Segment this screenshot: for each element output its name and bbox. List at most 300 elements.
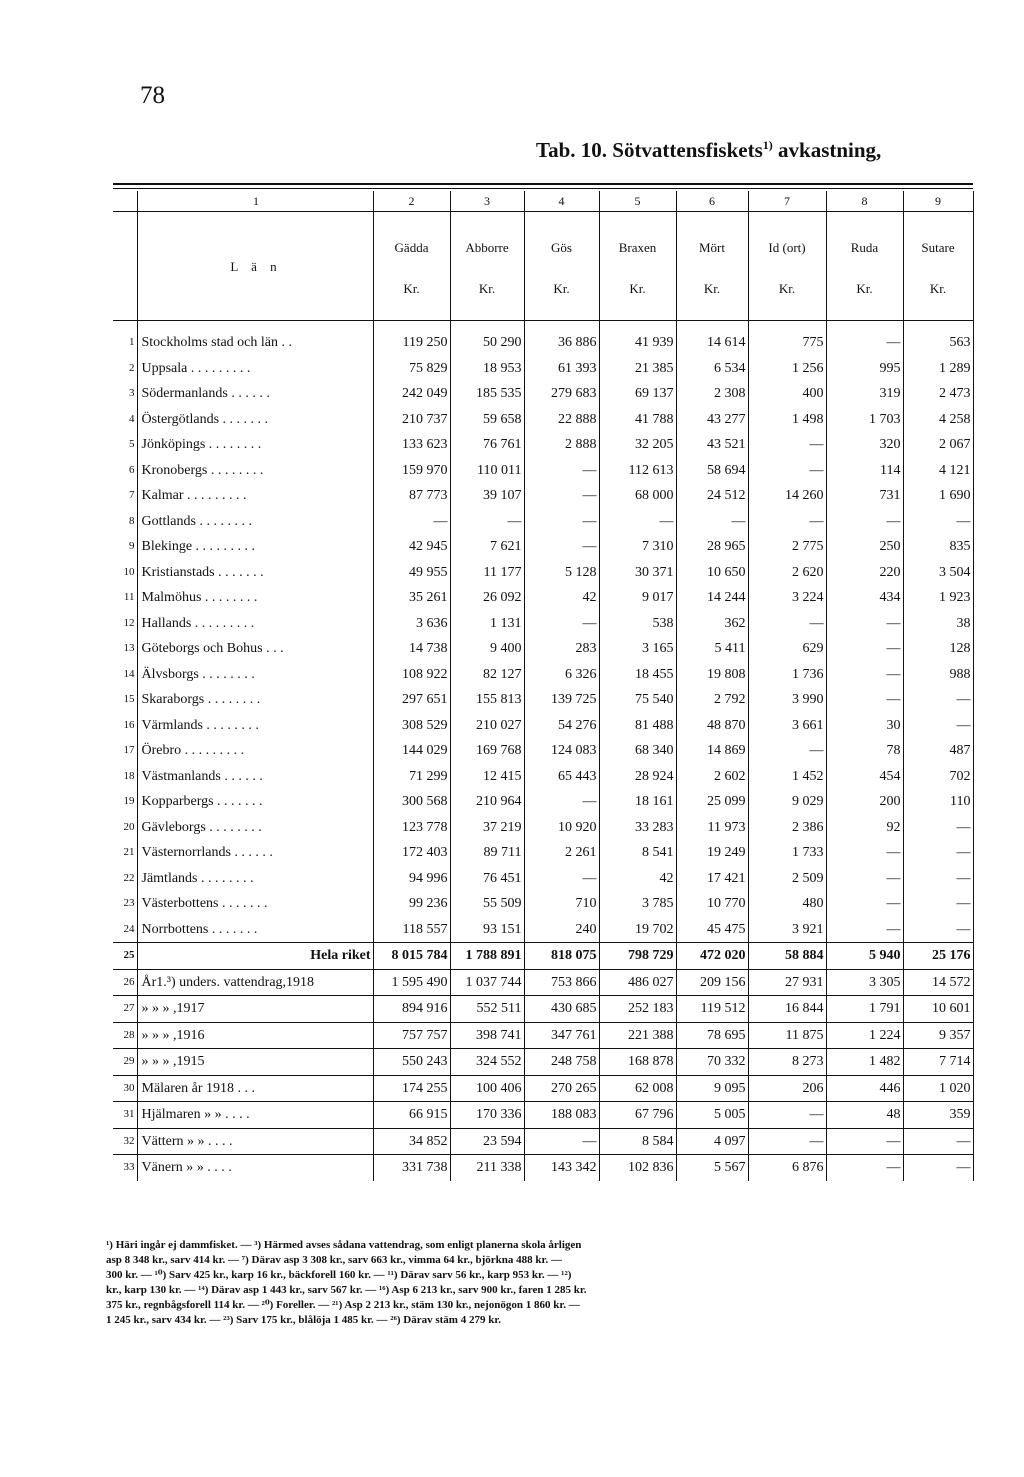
value-cell: 42 945 bbox=[373, 534, 450, 560]
value-cell: 42 bbox=[524, 585, 599, 611]
value-cell: 1 452 bbox=[748, 764, 826, 790]
value-cell: 94 996 bbox=[373, 866, 450, 892]
value-cell: 36 886 bbox=[524, 330, 599, 356]
row-label: Västernorrlands . . . . . . bbox=[137, 840, 373, 866]
value-cell: 2 509 bbox=[748, 866, 826, 892]
value-cell: 320 bbox=[826, 432, 903, 458]
value-cell: 110 011 bbox=[450, 458, 524, 484]
value-cell: 1 690 bbox=[903, 483, 973, 509]
header-unit: Kr. bbox=[553, 281, 570, 296]
table-row bbox=[113, 1075, 973, 1102]
row-label: Hallands . . . . . . . . . bbox=[137, 611, 373, 637]
value-cell: — bbox=[903, 891, 973, 917]
value-cell: — bbox=[903, 1155, 973, 1181]
value-cell: 172 403 bbox=[373, 840, 450, 866]
value-cell: 308 529 bbox=[373, 713, 450, 739]
value-cell: 1 256 bbox=[748, 356, 826, 382]
value-cell: — bbox=[903, 815, 973, 841]
header-ruda bbox=[826, 212, 903, 321]
value-cell: — bbox=[826, 636, 903, 662]
value-cell: 1 224 bbox=[826, 1022, 903, 1049]
value-cell: 1 037 744 bbox=[450, 969, 524, 996]
value-cell: 42 bbox=[599, 866, 676, 892]
value-cell: 347 761 bbox=[524, 1022, 599, 1049]
value-cell: 1 482 bbox=[826, 1049, 903, 1076]
value-cell: 1 131 bbox=[450, 611, 524, 637]
table-row bbox=[113, 330, 973, 356]
value-cell: 9 400 bbox=[450, 636, 524, 662]
value-cell: 54 276 bbox=[524, 713, 599, 739]
row-number: 27 bbox=[113, 996, 137, 1023]
value-cell: 798 729 bbox=[599, 943, 676, 970]
table-row bbox=[113, 509, 973, 535]
table-row bbox=[113, 840, 973, 866]
value-cell: 3 990 bbox=[748, 687, 826, 713]
value-cell: — bbox=[903, 840, 973, 866]
table-row bbox=[113, 866, 973, 892]
value-cell: 28 924 bbox=[599, 764, 676, 790]
value-cell: 300 568 bbox=[373, 789, 450, 815]
value-cell: 252 183 bbox=[599, 996, 676, 1023]
colnum-5: 5 bbox=[599, 191, 676, 212]
value-cell: 1 595 490 bbox=[373, 969, 450, 996]
value-cell: 7 621 bbox=[450, 534, 524, 560]
row-label: » » » ,1916 bbox=[137, 1022, 373, 1049]
value-cell: 19 808 bbox=[676, 662, 748, 688]
value-cell: 67 796 bbox=[599, 1102, 676, 1129]
value-cell: 210 964 bbox=[450, 789, 524, 815]
value-cell: 45 475 bbox=[676, 917, 748, 943]
table-row bbox=[113, 381, 973, 407]
value-cell: 21 385 bbox=[599, 356, 676, 382]
colnum-2: 2 bbox=[373, 191, 450, 212]
value-cell: — bbox=[826, 866, 903, 892]
row-label: Vättern » » . . . . bbox=[137, 1128, 373, 1155]
value-cell: 221 388 bbox=[599, 1022, 676, 1049]
header-label: Gädda bbox=[394, 240, 429, 255]
header-row bbox=[113, 212, 973, 321]
row-number: 12 bbox=[113, 611, 137, 637]
row-number: 18 bbox=[113, 764, 137, 790]
value-cell: 100 406 bbox=[450, 1075, 524, 1102]
table-row bbox=[113, 662, 973, 688]
value-cell: 14 738 bbox=[373, 636, 450, 662]
value-cell: 14 260 bbox=[748, 483, 826, 509]
value-cell: 14 572 bbox=[903, 969, 973, 996]
value-cell: 359 bbox=[903, 1102, 973, 1129]
value-cell: 124 083 bbox=[524, 738, 599, 764]
colnum-6: 6 bbox=[676, 191, 748, 212]
value-cell: 10 920 bbox=[524, 815, 599, 841]
row-number: 13 bbox=[113, 636, 137, 662]
value-cell: 1 289 bbox=[903, 356, 973, 382]
table-row bbox=[113, 560, 973, 586]
row-number: 25 bbox=[113, 943, 137, 970]
value-cell: 11 875 bbox=[748, 1022, 826, 1049]
value-cell: 70 332 bbox=[676, 1049, 748, 1076]
value-cell: 753 866 bbox=[524, 969, 599, 996]
value-cell: 114 bbox=[826, 458, 903, 484]
row-number: 4 bbox=[113, 407, 137, 433]
row-number: 3 bbox=[113, 381, 137, 407]
value-cell: 9 095 bbox=[676, 1075, 748, 1102]
value-cell: 2 602 bbox=[676, 764, 748, 790]
colnum-1: 1 bbox=[137, 191, 373, 212]
value-cell: 2 067 bbox=[903, 432, 973, 458]
colnum-3: 3 bbox=[450, 191, 524, 212]
value-cell: 159 970 bbox=[373, 458, 450, 484]
value-cell: 6 326 bbox=[524, 662, 599, 688]
colnum-blank bbox=[113, 191, 137, 212]
footnote-line: 1 245 kr., sarv 434 kr. — ²³) Sarv 175 kr., blålöja 1 485 kr. — ²⁶) Därav stäm 4 279 kr. bbox=[106, 1314, 501, 1326]
value-cell: 55 509 bbox=[450, 891, 524, 917]
row-label: Skaraborgs . . . . . . . . bbox=[137, 687, 373, 713]
colnum-8: 8 bbox=[826, 191, 903, 212]
value-cell: 188 083 bbox=[524, 1102, 599, 1129]
value-cell: 27 931 bbox=[748, 969, 826, 996]
row-label: Älvsborgs . . . . . . . . bbox=[137, 662, 373, 688]
value-cell: 1 736 bbox=[748, 662, 826, 688]
row-label: Hjälmaren » » . . . . bbox=[137, 1102, 373, 1129]
value-cell: 486 027 bbox=[599, 969, 676, 996]
table-row bbox=[113, 1155, 973, 1181]
value-cell: 99 236 bbox=[373, 891, 450, 917]
value-cell: 25 176 bbox=[903, 943, 973, 970]
value-cell: — bbox=[676, 509, 748, 535]
value-cell: 2 386 bbox=[748, 815, 826, 841]
value-cell: 362 bbox=[676, 611, 748, 637]
value-cell: 18 953 bbox=[450, 356, 524, 382]
value-cell: 552 511 bbox=[450, 996, 524, 1023]
row-number: 16 bbox=[113, 713, 137, 739]
value-cell: 41 939 bbox=[599, 330, 676, 356]
value-cell: 62 008 bbox=[599, 1075, 676, 1102]
value-cell: 398 741 bbox=[450, 1022, 524, 1049]
footnote-line: 375 kr., regnbågsforell 114 kr. — ²⁰) Foreller. — ²¹) Asp 2 213 kr., stäm 130 kr., nejonögon 1 860 kr. — bbox=[106, 1299, 580, 1311]
footnote-line: asp 8 348 kr., sarv 414 kr. — ⁷) Därav asp 3 308 kr., sarv 663 kr., vimma 64 kr., björkna 488 kr. — bbox=[106, 1254, 562, 1266]
value-cell: 10 601 bbox=[903, 996, 973, 1023]
header-id bbox=[748, 212, 826, 321]
header-label: Mört bbox=[699, 240, 725, 255]
value-cell: 17 421 bbox=[676, 866, 748, 892]
table-row bbox=[113, 432, 973, 458]
value-cell: 446 bbox=[826, 1075, 903, 1102]
value-cell: 210 027 bbox=[450, 713, 524, 739]
title-rest: avkastning, bbox=[772, 138, 882, 162]
value-cell: 1 020 bbox=[903, 1075, 973, 1102]
table-row bbox=[113, 611, 973, 637]
value-cell: 123 778 bbox=[373, 815, 450, 841]
row-number: 29 bbox=[113, 1049, 137, 1076]
header-unit: Kr. bbox=[403, 281, 420, 296]
value-cell: 1 788 891 bbox=[450, 943, 524, 970]
value-cell: 71 299 bbox=[373, 764, 450, 790]
value-cell: — bbox=[524, 866, 599, 892]
page-number: 78 bbox=[140, 82, 165, 109]
value-cell: — bbox=[748, 458, 826, 484]
value-cell: 454 bbox=[826, 764, 903, 790]
value-cell: 133 623 bbox=[373, 432, 450, 458]
value-cell: 7 310 bbox=[599, 534, 676, 560]
value-cell: 48 870 bbox=[676, 713, 748, 739]
row-label: Kronobergs . . . . . . . . bbox=[137, 458, 373, 484]
value-cell: 5 411 bbox=[676, 636, 748, 662]
value-cell: 174 255 bbox=[373, 1075, 450, 1102]
row-label: Värmlands . . . . . . . . bbox=[137, 713, 373, 739]
value-cell: 38 bbox=[903, 611, 973, 637]
value-cell: 58 884 bbox=[748, 943, 826, 970]
value-cell: 3 921 bbox=[748, 917, 826, 943]
value-cell: — bbox=[826, 687, 903, 713]
row-label: Gävleborgs . . . . . . . . bbox=[137, 815, 373, 841]
table-row bbox=[113, 1049, 973, 1076]
value-cell: 2 261 bbox=[524, 840, 599, 866]
value-cell: 775 bbox=[748, 330, 826, 356]
value-cell: 2 620 bbox=[748, 560, 826, 586]
value-cell: 209 156 bbox=[676, 969, 748, 996]
value-cell: 297 651 bbox=[373, 687, 450, 713]
header-unit: Kr. bbox=[478, 281, 496, 296]
value-cell: 25 099 bbox=[676, 789, 748, 815]
row-number: 23 bbox=[113, 891, 137, 917]
colnum-9: 9 bbox=[903, 191, 973, 212]
colnum-4: 4 bbox=[524, 191, 599, 212]
value-cell: 110 bbox=[903, 789, 973, 815]
header-label: Gös bbox=[551, 240, 572, 255]
value-cell: 248 758 bbox=[524, 1049, 599, 1076]
value-cell: 8 584 bbox=[599, 1128, 676, 1155]
row-number: 1 bbox=[113, 330, 137, 356]
value-cell: — bbox=[524, 509, 599, 535]
value-cell: — bbox=[826, 917, 903, 943]
value-cell: 8 541 bbox=[599, 840, 676, 866]
value-cell: 48 bbox=[826, 1102, 903, 1129]
value-cell: 93 151 bbox=[450, 917, 524, 943]
value-cell: 168 878 bbox=[599, 1049, 676, 1076]
value-cell: 434 bbox=[826, 585, 903, 611]
value-cell: 6 534 bbox=[676, 356, 748, 382]
value-cell: 69 137 bbox=[599, 381, 676, 407]
title-main: Tab. 10. Sötvattensfiskets bbox=[536, 138, 763, 162]
value-cell: 92 bbox=[826, 815, 903, 841]
value-cell: 14 244 bbox=[676, 585, 748, 611]
value-cell: — bbox=[599, 509, 676, 535]
table-title bbox=[536, 138, 881, 163]
value-cell: 11 177 bbox=[450, 560, 524, 586]
header-unit: Kr. bbox=[856, 281, 873, 296]
value-cell: — bbox=[826, 891, 903, 917]
header-abborre bbox=[450, 212, 524, 321]
value-cell: 472 020 bbox=[676, 943, 748, 970]
value-cell: 108 922 bbox=[373, 662, 450, 688]
row-number: 28 bbox=[113, 1022, 137, 1049]
row-label: Kalmar . . . . . . . . . bbox=[137, 483, 373, 509]
row-number: 22 bbox=[113, 866, 137, 892]
value-cell: 7 714 bbox=[903, 1049, 973, 1076]
value-cell: 563 bbox=[903, 330, 973, 356]
value-cell: 65 443 bbox=[524, 764, 599, 790]
value-cell: 68 340 bbox=[599, 738, 676, 764]
value-cell: 2 308 bbox=[676, 381, 748, 407]
value-cell: — bbox=[524, 789, 599, 815]
header-unit: Kr. bbox=[703, 281, 721, 296]
row-number: 14 bbox=[113, 662, 137, 688]
value-cell: 23 594 bbox=[450, 1128, 524, 1155]
value-cell: — bbox=[826, 1128, 903, 1155]
row-label: Göteborgs och Bohus . . . bbox=[137, 636, 373, 662]
table-row bbox=[113, 789, 973, 815]
value-cell: 35 261 bbox=[373, 585, 450, 611]
value-cell: 26 092 bbox=[450, 585, 524, 611]
value-cell: 22 888 bbox=[524, 407, 599, 433]
value-cell: 331 738 bbox=[373, 1155, 450, 1181]
value-cell: 19 702 bbox=[599, 917, 676, 943]
row-label: Hela riket bbox=[137, 943, 373, 970]
value-cell: 3 224 bbox=[748, 585, 826, 611]
value-cell: 5 005 bbox=[676, 1102, 748, 1129]
value-cell: 28 965 bbox=[676, 534, 748, 560]
footnotes bbox=[106, 1238, 986, 1328]
value-cell: — bbox=[748, 611, 826, 637]
value-cell: 75 540 bbox=[599, 687, 676, 713]
row-label: » » » ,1917 bbox=[137, 996, 373, 1023]
value-cell: 324 552 bbox=[450, 1049, 524, 1076]
value-cell: 24 512 bbox=[676, 483, 748, 509]
row-number: 5 bbox=[113, 432, 137, 458]
value-cell: 5 940 bbox=[826, 943, 903, 970]
value-cell: 82 127 bbox=[450, 662, 524, 688]
value-cell: — bbox=[826, 840, 903, 866]
table-row bbox=[113, 917, 973, 943]
table-row bbox=[113, 534, 973, 560]
value-cell: 12 415 bbox=[450, 764, 524, 790]
footnote-line: ¹) Häri ingår ej dammfisket. — ³) Härmed avses sådana vattendrag, som enligt planerna skola årligen bbox=[106, 1239, 582, 1251]
value-cell: — bbox=[826, 611, 903, 637]
value-cell: 2 792 bbox=[676, 687, 748, 713]
value-cell: 757 757 bbox=[373, 1022, 450, 1049]
row-number: 10 bbox=[113, 560, 137, 586]
header-lan: L ä n bbox=[137, 212, 373, 321]
value-cell: 169 768 bbox=[450, 738, 524, 764]
value-cell: 43 521 bbox=[676, 432, 748, 458]
value-cell: — bbox=[373, 509, 450, 535]
table-row bbox=[113, 943, 973, 970]
value-cell: 487 bbox=[903, 738, 973, 764]
value-cell: 894 916 bbox=[373, 996, 450, 1023]
value-cell: 75 829 bbox=[373, 356, 450, 382]
row-number: 20 bbox=[113, 815, 137, 841]
row-label: Malmöhus . . . . . . . . bbox=[137, 585, 373, 611]
value-cell: 430 685 bbox=[524, 996, 599, 1023]
value-cell: 49 955 bbox=[373, 560, 450, 586]
row-number: 6 bbox=[113, 458, 137, 484]
table-row bbox=[113, 738, 973, 764]
value-cell: 3 305 bbox=[826, 969, 903, 996]
value-cell: 480 bbox=[748, 891, 826, 917]
row-number: 2 bbox=[113, 356, 137, 382]
value-cell: — bbox=[524, 534, 599, 560]
value-cell: 988 bbox=[903, 662, 973, 688]
value-cell: 185 535 bbox=[450, 381, 524, 407]
footnote-line: kr., karp 130 kr. — ¹⁴) Därav asp 1 443 kr., sarv 567 kr. — ¹⁶) Asp 6 213 kr., sarv 900 kr., faren 1 285 kr. bbox=[106, 1284, 587, 1296]
header-label: Sutare bbox=[921, 240, 955, 255]
value-cell: 43 277 bbox=[676, 407, 748, 433]
value-cell: 30 371 bbox=[599, 560, 676, 586]
value-cell: 39 107 bbox=[450, 483, 524, 509]
header-unit: Kr. bbox=[629, 281, 646, 296]
header-gap bbox=[113, 321, 973, 331]
value-cell: 59 658 bbox=[450, 407, 524, 433]
table-row bbox=[113, 585, 973, 611]
value-cell: — bbox=[748, 432, 826, 458]
row-number: 8 bbox=[113, 509, 137, 535]
row-number: 9 bbox=[113, 534, 137, 560]
value-cell: 206 bbox=[748, 1075, 826, 1102]
top-rule-thin bbox=[113, 188, 973, 189]
row-number: 17 bbox=[113, 738, 137, 764]
value-cell: 112 613 bbox=[599, 458, 676, 484]
table-row bbox=[113, 764, 973, 790]
value-cell: 400 bbox=[748, 381, 826, 407]
value-cell: 240 bbox=[524, 917, 599, 943]
value-cell: 11 973 bbox=[676, 815, 748, 841]
value-cell: 76 451 bbox=[450, 866, 524, 892]
table-row bbox=[113, 996, 973, 1023]
value-cell: 76 761 bbox=[450, 432, 524, 458]
value-cell: 14 869 bbox=[676, 738, 748, 764]
value-cell: 1 733 bbox=[748, 840, 826, 866]
row-label: Jönköpings . . . . . . . . bbox=[137, 432, 373, 458]
value-cell: — bbox=[903, 866, 973, 892]
value-cell: 9 029 bbox=[748, 789, 826, 815]
value-cell: 1 923 bbox=[903, 585, 973, 611]
header-sutare bbox=[903, 212, 973, 321]
row-label: Södermanlands . . . . . . bbox=[137, 381, 373, 407]
value-cell: — bbox=[903, 713, 973, 739]
table-row bbox=[113, 1128, 973, 1155]
value-cell: — bbox=[826, 509, 903, 535]
row-label: Blekinge . . . . . . . . . bbox=[137, 534, 373, 560]
value-cell: 18 161 bbox=[599, 789, 676, 815]
table-row bbox=[113, 891, 973, 917]
header-unit: Kr. bbox=[929, 281, 947, 296]
top-rule bbox=[113, 183, 973, 185]
value-cell: 319 bbox=[826, 381, 903, 407]
header-label: Abborre bbox=[465, 240, 509, 255]
value-cell: 30 bbox=[826, 713, 903, 739]
row-label: Kopparbergs . . . . . . . bbox=[137, 789, 373, 815]
table-row bbox=[113, 687, 973, 713]
value-cell: — bbox=[524, 1128, 599, 1155]
value-cell: 538 bbox=[599, 611, 676, 637]
value-cell: — bbox=[826, 1155, 903, 1181]
value-cell: — bbox=[748, 1102, 826, 1129]
value-cell: 5 567 bbox=[676, 1155, 748, 1181]
value-cell: 87 773 bbox=[373, 483, 450, 509]
row-number: 31 bbox=[113, 1102, 137, 1129]
value-cell: 702 bbox=[903, 764, 973, 790]
value-cell: 3 661 bbox=[748, 713, 826, 739]
value-cell: 32 205 bbox=[599, 432, 676, 458]
value-cell: 118 557 bbox=[373, 917, 450, 943]
value-cell: 2 473 bbox=[903, 381, 973, 407]
table-row bbox=[113, 356, 973, 382]
row-number: 32 bbox=[113, 1128, 137, 1155]
value-cell: 550 243 bbox=[373, 1049, 450, 1076]
header-mort bbox=[676, 212, 748, 321]
footnote-line: 300 kr. — ¹⁰) Sarv 425 kr., karp 16 kr., bäckforell 160 kr. — ¹¹) Därav sarv 56 kr., karp 953 kr. — ¹²) bbox=[106, 1269, 572, 1281]
column-number-row bbox=[113, 191, 973, 212]
